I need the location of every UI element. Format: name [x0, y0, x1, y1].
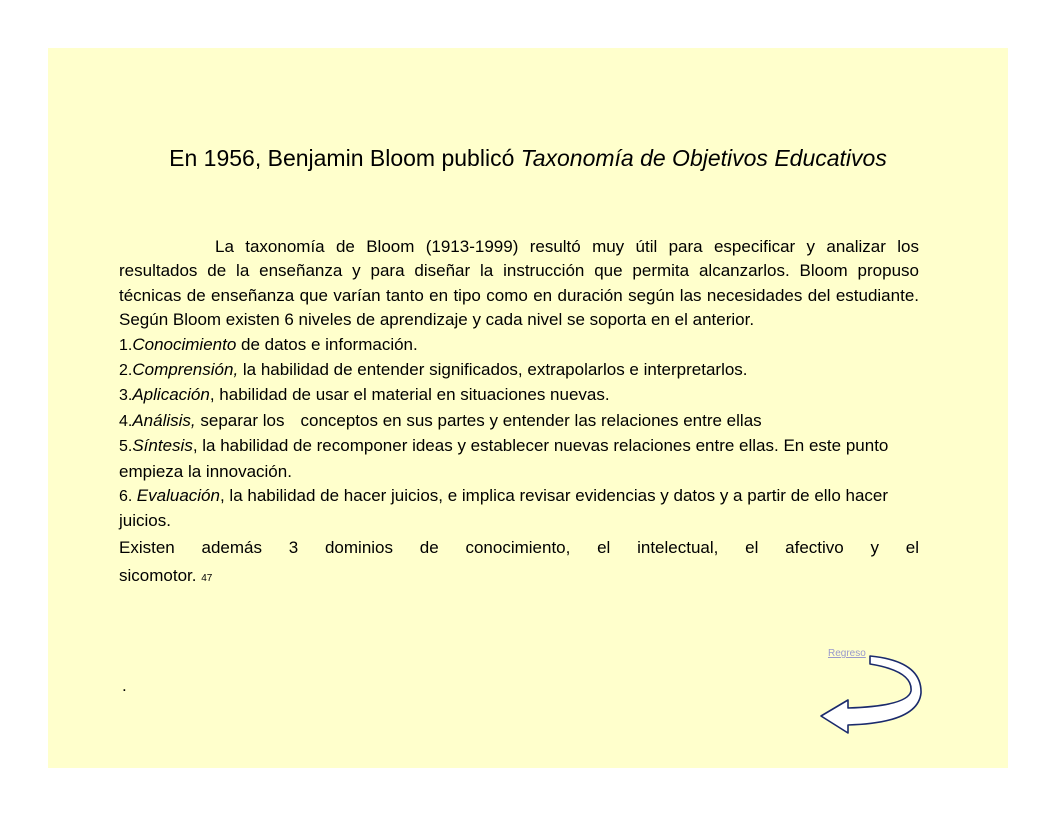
- level-item-4: 4.Análisis, separar los conceptos en sus partes y entender las relaciones entre ellas: [119, 410, 762, 430]
- intro-paragraph: La taxonomía de Bloom (1913-1999) resultó muy útil para especificar y analizar los resultados de la enseñanza y para diseñar la instrucción que permita alcanzarlos. Bloom propuso técnicas de enseñanza que varían tanto en tipo como en duración según las necesidades del estudiante. Según Bloom existen 6 niveles de aprendizaje y cada nivel se soporta en el anterior.: [119, 237, 919, 330]
- level-name: Aplicación: [132, 385, 210, 405]
- page-reference: 47: [201, 572, 213, 584]
- closing-line-end: sicomotor. 47: [119, 565, 213, 585]
- level-item-1: 1.Conocimiento de datos e información.: [119, 334, 418, 354]
- level-name: Análisis,: [132, 410, 196, 430]
- level-item-5: 5.Síntesis, la habilidad de recomponer ideas y establecer nuevas relaciones entre ellas. En este punto empieza la innovación.: [119, 436, 889, 481]
- title-text: En 1956, Benjamin Bloom publicó: [169, 145, 521, 171]
- level-name: Comprensión,: [132, 360, 239, 380]
- level-name: Conocimiento: [132, 334, 237, 354]
- trailing-dot: .: [122, 676, 127, 695]
- level-name: Evaluación: [136, 486, 220, 506]
- page-title: [128, 143, 928, 173]
- closing-line: Existen además 3 dominios de conocimiento, el intelectual, el afectivo y el: [119, 537, 919, 557]
- regreso-link[interactable]: Regreso: [828, 648, 866, 659]
- level-name: Síntesis: [132, 436, 193, 456]
- return-arrow-icon[interactable]: [818, 653, 928, 735]
- slide: [48, 48, 1008, 768]
- title-book-name: Taxonomía de Objetivos Educativos: [520, 145, 887, 171]
- level-item-3: 3.Aplicación, habilidad de usar el material en situaciones nuevas.: [119, 385, 610, 405]
- level-item-6: 6. Evaluación, la habilidad de hacer juicios, e implica revisar evidencias y datos y a partir de ello hacer juicios.: [119, 486, 889, 531]
- body-text: [119, 235, 919, 593]
- level-item-2: 2.Comprensión, la habilidad de entender significados, extrapolarlos e interpretarlos.: [119, 360, 748, 380]
